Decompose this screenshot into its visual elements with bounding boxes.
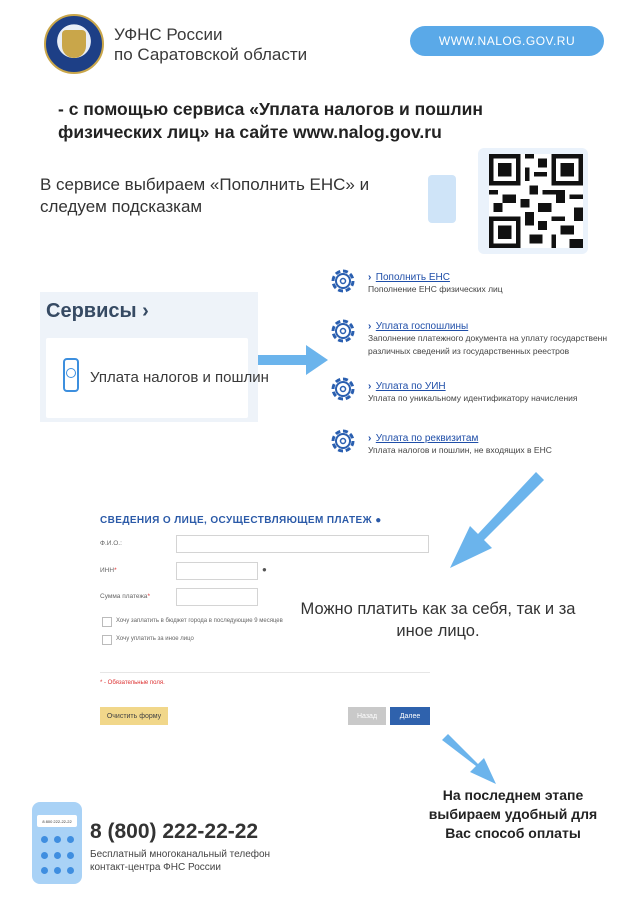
fio-label: Ф.И.О.: bbox=[100, 540, 122, 547]
help-icon[interactable]: ● bbox=[262, 565, 267, 574]
headline: - с помощью сервиса «Уплата налогов и пошлин физических лиц» на сайте www.nalog.gov.ru bbox=[58, 99, 483, 142]
keypad-key bbox=[41, 867, 48, 874]
budget-checkbox-label: Хочу заплатить в бюджет города в последующие 9 месяцев bbox=[116, 618, 283, 624]
sum-label: Сумма платежа* bbox=[100, 593, 150, 600]
service-card-label: Уплата налогов и пошлин bbox=[90, 369, 269, 386]
org-name: УФНС России bbox=[114, 25, 223, 44]
inn-label: ИНН* bbox=[100, 567, 117, 574]
org-region: по Саратовской области bbox=[114, 45, 308, 64]
chevron-right-icon: › bbox=[368, 433, 372, 444]
chevron-right-icon: › bbox=[368, 272, 372, 283]
keypad-key bbox=[41, 852, 48, 859]
back-button[interactable]: Назад bbox=[348, 707, 386, 725]
option-title[interactable]: Пополнить ЕНС bbox=[375, 272, 450, 283]
keypad-key bbox=[54, 852, 61, 859]
qr-code-icon[interactable] bbox=[489, 154, 583, 248]
fio-input[interactable] bbox=[176, 535, 429, 553]
keypad-key bbox=[54, 867, 61, 874]
keypad-key bbox=[41, 836, 48, 843]
gear-icon bbox=[328, 266, 358, 296]
ruble-coin-icon bbox=[66, 368, 76, 378]
budget-checkbox[interactable] bbox=[102, 617, 112, 627]
hotline-number[interactable]: 8 (800) 222-22-22 bbox=[90, 820, 259, 843]
info-icon[interactable]: ● bbox=[375, 515, 382, 526]
keypad-key bbox=[67, 867, 74, 874]
keypad-grid bbox=[41, 836, 75, 878]
keypad-key bbox=[67, 836, 74, 843]
sum-input[interactable] bbox=[176, 588, 258, 606]
option-title[interactable]: Уплата по реквизитам bbox=[375, 433, 479, 444]
instruction-text: В сервисе выбираем «Пополнить ЕНС» и следуем подсказкам bbox=[40, 175, 370, 216]
gear-icon bbox=[328, 316, 358, 346]
hotline-desc-line2: контакт-центра ФНС России bbox=[90, 862, 221, 873]
arrow-down-right-icon bbox=[440, 732, 498, 786]
chevron-right-icon: › bbox=[368, 321, 372, 332]
form-divider bbox=[100, 672, 430, 673]
gear-icon bbox=[328, 426, 358, 456]
arrow-down-left-icon bbox=[440, 468, 550, 578]
services-title[interactable]: Сервисы › bbox=[46, 300, 149, 322]
note-final-step: На последнем этапе выбираем удобный для Вас способ оплаты bbox=[428, 787, 598, 841]
site-link-button[interactable]: WWW.NALOG.GOV.RU bbox=[410, 26, 604, 56]
keypad-key bbox=[54, 836, 61, 843]
option-desc: Уплата налогов и пошлин, не входящих в ЕНС bbox=[368, 445, 552, 455]
option-desc: Уплата по уникальному идентификатору начисления bbox=[368, 393, 578, 403]
other-person-checkbox[interactable] bbox=[102, 635, 112, 645]
gear-icon bbox=[328, 374, 358, 404]
chevron-right-icon: › bbox=[368, 381, 372, 392]
required-note: * - Обязательные поля. bbox=[100, 680, 165, 686]
other-person-checkbox-label: Хочу уплатить за иное лицо bbox=[116, 636, 194, 642]
option-title[interactable]: Уплата госпошлины bbox=[375, 321, 469, 332]
form-title: СВЕДЕНИЯ О ЛИЦЕ, ОСУЩЕСТВЛЯЮЩЕМ ПЛАТЕЖ ● bbox=[100, 515, 382, 526]
note-pay-for-others: Можно платить как за себя, так и за иное лицо. bbox=[300, 600, 576, 640]
next-button[interactable]: Далее bbox=[390, 707, 430, 725]
arrow-right-icon bbox=[258, 343, 328, 377]
option-title[interactable]: Уплата по УИН bbox=[375, 381, 446, 392]
option-desc: Пополнение ЕНС физических лиц bbox=[368, 284, 503, 294]
emblem-eagle-icon bbox=[62, 30, 86, 58]
phone-screen-number: 8 800 222-22-22 bbox=[37, 815, 77, 827]
hotline-desc-line1: Бесплатный многоканальный телефон bbox=[90, 849, 271, 860]
inn-input[interactable] bbox=[176, 562, 258, 580]
option-desc: Заполнение платежного документа на уплату государственн различных сведений из государственных реестров bbox=[368, 333, 608, 356]
clear-form-button[interactable]: Очистить форму bbox=[100, 707, 168, 725]
options-list bbox=[328, 264, 628, 464]
keypad-key bbox=[67, 852, 74, 859]
qr-pointer-shape bbox=[428, 175, 456, 223]
